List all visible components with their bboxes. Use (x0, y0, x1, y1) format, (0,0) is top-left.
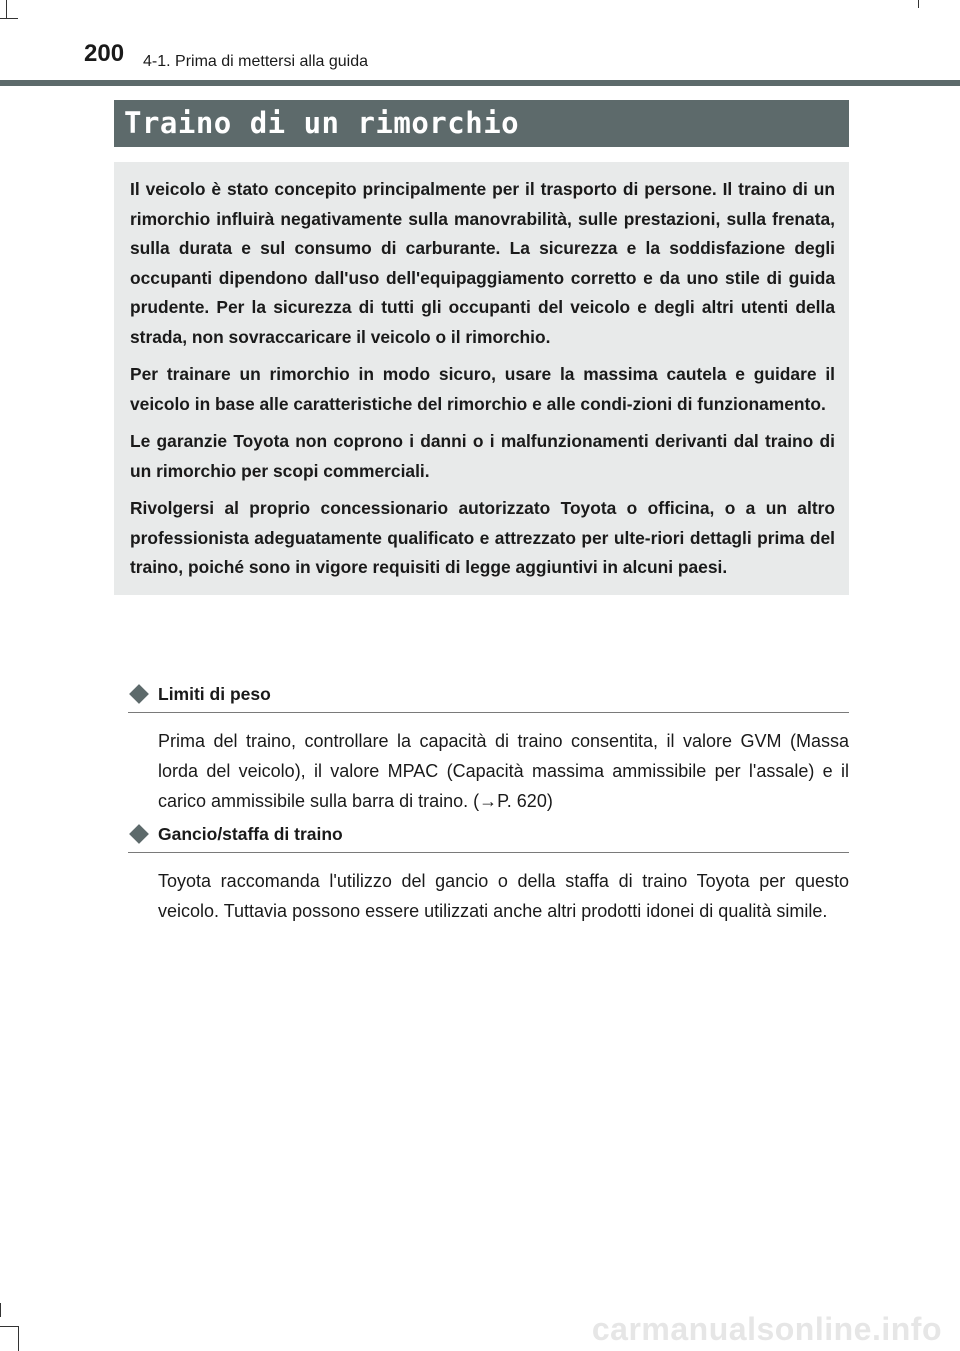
crop-mark (18, 1326, 19, 1351)
title-bar (114, 100, 849, 147)
crop-mark (0, 1326, 18, 1327)
section-header (128, 819, 849, 853)
page-number: 200 (84, 40, 125, 67)
section-body: Prima del traino, controllare la capacità di traino consentita, il valore GVM (Massa lorda del veicolo), il valore MPAC (Capacità massima ammissibile per l'assale) e il carico ammissibile sulla barra di traino. (→P. 620) (158, 731, 849, 811)
page-title: Traino di un rimorchio (124, 106, 520, 140)
crop-mark (918, 0, 919, 8)
intro-paragraph: Le garanzie Toyota non coprono i danni o i malfunzionamenti derivanti dal traino di un rimorchio per scopi commerciali. (130, 431, 835, 481)
crop-mark (0, 1303, 1, 1317)
section-tow-hitch (128, 819, 849, 926)
watermark: carmanualsonline.info (591, 1311, 942, 1347)
section-heading: Gancio/staffa di traino (158, 824, 343, 844)
section-header (128, 679, 849, 713)
intro-paragraph: Per trainare un rimorchio in modo sicuro, usare la massima cautela e guidare il veicolo in base alle caratteristiche del rimorchio e alle condi-zioni di funzionamento. (130, 364, 835, 414)
section-heading: Limiti di peso (158, 684, 271, 704)
section-body: Toyota raccomanda l'utilizzo del gancio o della staffa di traino Toyota per questo veicolo. Tuttavia possono essere utilizzati anche altri prodotti idonei di qualità simile. (158, 871, 849, 921)
diamond-bullet-icon (129, 824, 149, 844)
header-rule (0, 80, 960, 86)
crop-mark (0, 18, 18, 19)
breadcrumb: 4-1. Prima di mettersi alla guida (143, 53, 368, 70)
section-weight-limits (128, 679, 849, 816)
intro-paragraph: Rivolgersi al proprio concessionario autorizzato Toyota o officina, o a un altro professionista adeguatamente qualificato e attrezzato per ulte-riori dettagli prima del traino, poiché sono in vigore requisiti di legge aggiuntivi in alcuni paesi. (130, 498, 835, 577)
crop-mark (6, 0, 7, 18)
diamond-bullet-icon (129, 684, 149, 704)
intro-box (114, 162, 849, 595)
intro-paragraph: Il veicolo è stato concepito principalmente per il trasporto di persone. Il traino di un rimorchio influirà negativamente sulla manovrabilità, sulle prestazioni, sulla frenata, sulla durata e sul consumo di carburante. La sicurezza e la soddisfazione degli occupanti dipendono dall'uso dell'equipaggiamento corretto e da uno stile di guida prudente. Per la sicurezza di tutti gli occupanti del veicolo e degli altri utenti della strada, non sovraccaricare il veicolo o il rimorchio. (130, 179, 835, 347)
